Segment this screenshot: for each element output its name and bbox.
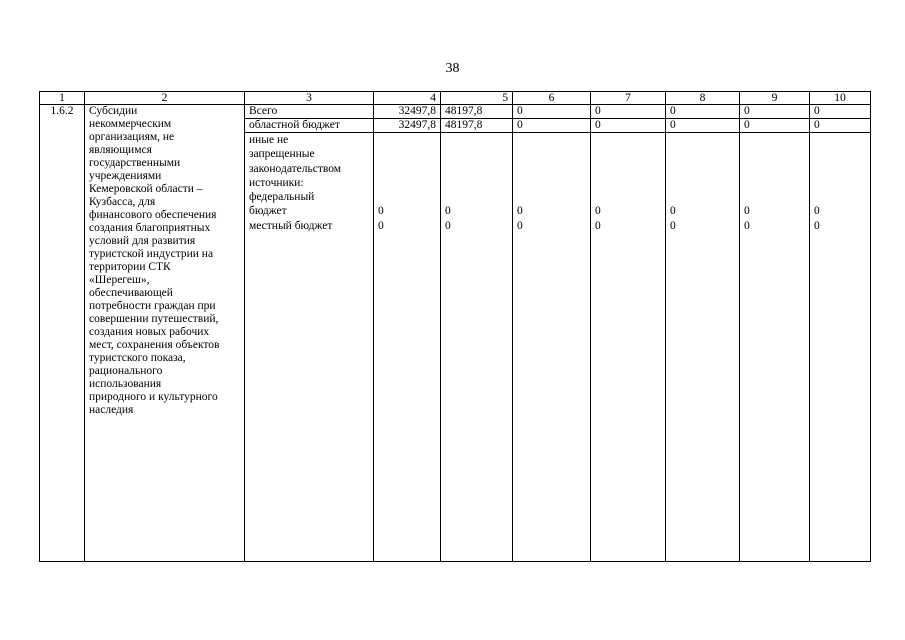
federal-value: 0 [517, 205, 523, 218]
federal-local-values [517, 133, 586, 233]
value-cell: 48197,8 [441, 119, 513, 133]
description-line: потребности граждан при [89, 300, 216, 312]
source-regional-label: областной бюджет [245, 119, 374, 133]
description-line: учреждениями [89, 170, 162, 182]
description-line: использования [89, 378, 162, 390]
federal-value: 0 [670, 205, 676, 218]
row-id: 1.6.2 [40, 105, 85, 562]
description-line: туристского показа, [89, 352, 186, 364]
local-value: 0 [814, 219, 820, 232]
row-description [85, 105, 245, 562]
description-text [89, 105, 240, 417]
federal-local-values [670, 133, 735, 233]
local-value: 0 [378, 219, 384, 232]
value-cell: 32497,8 [374, 105, 441, 119]
description-line: создания благоприятных [89, 222, 211, 234]
local-value: 0 [744, 219, 750, 232]
value-cell: 0 [740, 119, 810, 133]
federal-local-values [744, 133, 805, 233]
description-line: территории СТК [89, 261, 171, 273]
header-cell: 4 [374, 92, 441, 105]
value-cell: 48197,8 [441, 105, 513, 119]
value-cell: 0 [740, 105, 810, 119]
header-cell: 3 [245, 92, 374, 105]
value-cell [513, 133, 591, 562]
header-cell: 5 [441, 92, 513, 105]
description-line: Кемеровской области – [89, 183, 203, 195]
description-line: туристской индустрии на [89, 248, 214, 260]
other-sources-text [249, 133, 369, 233]
local-value: 0 [445, 219, 451, 232]
description-line: некоммерческим [89, 118, 172, 130]
value-cell: 0 [513, 119, 591, 133]
federal-local-values [378, 133, 436, 233]
federal-value: 0 [744, 205, 750, 218]
federal-value: 0 [378, 205, 384, 218]
other-source-line: местный бюджет [249, 219, 333, 232]
description-line: условий для развития [89, 235, 196, 247]
value-cell: 0 [591, 105, 666, 119]
federal-local-values [445, 133, 508, 233]
value-cell [591, 133, 666, 562]
header-cell: 10 [810, 92, 871, 105]
description-line: природного и культурного [89, 391, 218, 403]
description-line: «Шерегеш», [89, 274, 150, 286]
header-cell: 2 [85, 92, 245, 105]
other-source-line: законодательством [249, 162, 342, 175]
value-cell: 32497,8 [374, 119, 441, 133]
page-number: 38 [445, 61, 460, 76]
value-cell [666, 133, 740, 562]
description-line: создания новых рабочих [89, 326, 210, 338]
value-cell: 0 [513, 105, 591, 119]
description-line: совершении путешествий, [89, 313, 219, 325]
local-value: 0 [595, 219, 601, 232]
description-line: финансового обеспечения [89, 209, 217, 221]
header-cell: 7 [591, 92, 666, 105]
value-cell [441, 133, 513, 562]
other-source-line: бюджет [249, 205, 287, 218]
description-line: организациям, не [89, 131, 175, 143]
description-line: Кузбасса, для [89, 196, 156, 208]
table-row-total [40, 105, 871, 119]
value-cell [810, 133, 871, 562]
federal-local-values [814, 133, 866, 233]
value-cell: 0 [810, 119, 871, 133]
source-other-label [245, 133, 374, 562]
value-cell [374, 133, 441, 562]
federal-value: 0 [595, 205, 601, 218]
value-cell: 0 [666, 119, 740, 133]
description-line: рационального [89, 365, 163, 377]
description-line: мест, сохранения объектов [89, 339, 220, 351]
local-value: 0 [670, 219, 676, 232]
other-source-line: источники: [249, 176, 304, 189]
header-row [40, 92, 871, 105]
header-cell: 8 [666, 92, 740, 105]
budget-table [39, 91, 871, 562]
description-line: наследия [89, 404, 134, 416]
description-line: являющимся [89, 144, 152, 156]
value-cell: 0 [810, 105, 871, 119]
federal-local-values [595, 133, 661, 233]
local-value: 0 [517, 219, 523, 232]
value-cell [740, 133, 810, 562]
header-cell: 1 [40, 92, 85, 105]
description-line: обеспечивающей [89, 287, 173, 299]
value-cell: 0 [591, 119, 666, 133]
other-source-line: запрещенные [249, 148, 315, 161]
federal-value: 0 [814, 205, 820, 218]
value-cell: 0 [666, 105, 740, 119]
source-total-label: Всего [245, 105, 374, 119]
description-line: государственными [89, 157, 181, 169]
description-line: Субсидии [89, 105, 138, 117]
federal-value: 0 [445, 205, 451, 218]
header-cell: 6 [513, 92, 591, 105]
header-cell: 9 [740, 92, 810, 105]
other-source-line: федеральный [249, 191, 315, 204]
other-source-line: иные не [249, 134, 289, 146]
